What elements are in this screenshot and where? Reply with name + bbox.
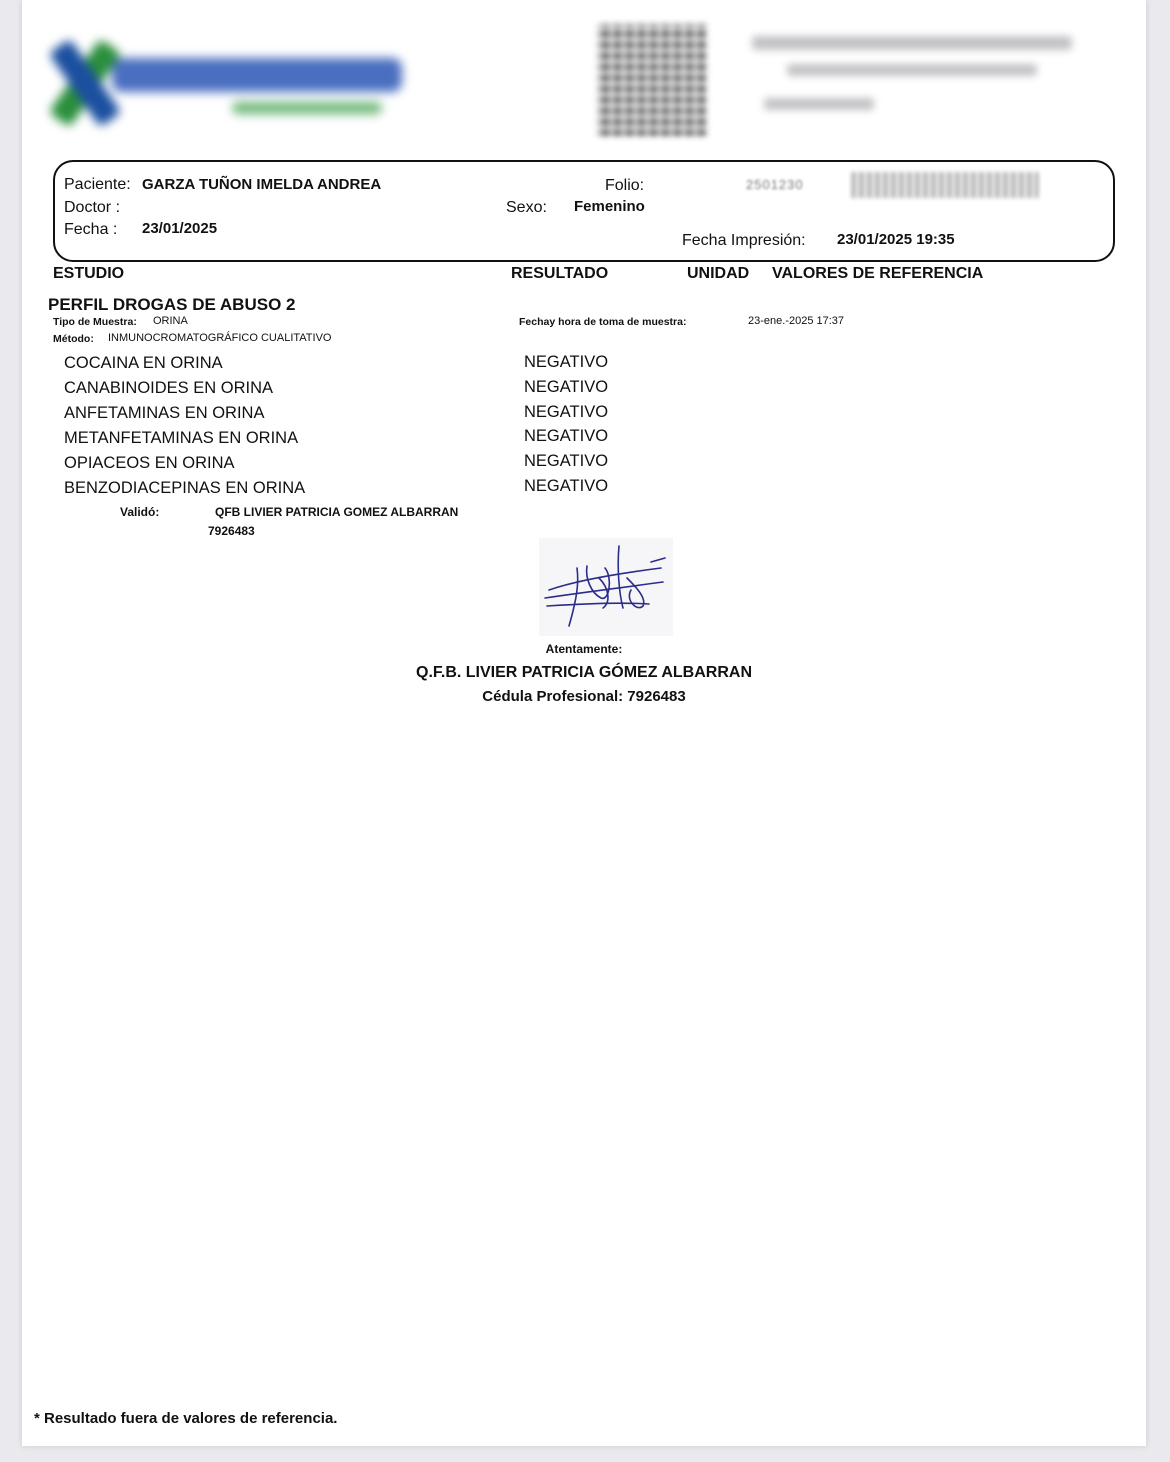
fecha-label: Fecha : [64,221,118,238]
fecha-toma-label: Fechay hora de toma de muestra: [519,316,687,328]
paciente-value: GARZA TUÑON IMELDA ANDREA [142,176,382,193]
test-name: BENZODIACEPINAS EN ORINA [64,479,306,497]
signer-name: Q.F.B. LIVIER PATRICIA GÓMEZ ALBARRAN [416,664,752,681]
footer-note: * Resultado fuera de valores de referencia. [34,1410,338,1427]
test-name: METANFETAMINAS EN ORINA [64,429,299,447]
qr-code [597,24,707,136]
sexo-value: Femenino [574,198,645,215]
test-result: NEGATIVO [524,427,609,445]
test-result: NEGATIVO [524,403,609,421]
barcode [852,172,1038,198]
test-result: NEGATIVO [524,452,609,470]
test-name: OPIACEOS EN ORINA [64,454,235,472]
test-name: CANABINOIDES EN ORINA [64,379,274,397]
column-estudio: ESTUDIO [53,265,125,282]
study-title: PERFIL DROGAS DE ABUSO 2 [48,295,296,314]
fecha-toma-value: 23-ene.-2025 17:37 [748,315,845,327]
tipo-muestra-label: Tipo de Muestra: [53,316,137,328]
sexo-label: Sexo: [506,199,547,216]
folio-value: 2501230 [746,177,804,192]
fecha-impresion-label: Fecha Impresión: [682,232,806,249]
lab-logo [52,28,412,124]
fecha-impresion-value: 23/01/2025 19:35 [837,231,955,248]
doctor-label: Doctor : [64,199,121,216]
column-valores-referencia: VALORES DE REFERENCIA [772,265,984,282]
test-result: NEGATIVO [524,353,609,371]
valido-id: 7926483 [208,524,255,538]
metodo-label: Método: [53,333,94,345]
valido-label: Validó: [120,505,160,519]
cedula-profesional: Cédula Profesional: 7926483 [482,688,686,705]
test-name: COCAINA EN ORINA [64,354,223,372]
test-name: ANFETAMINAS EN ORINA [64,404,265,422]
column-resultado: RESULTADO [511,265,609,282]
paciente-label: Paciente: [64,176,131,193]
atentamente-label: Atentamente: [545,642,623,656]
test-result: NEGATIVO [524,378,609,396]
signature-scribble [539,538,673,636]
folio-label: Folio: [605,177,645,194]
lab-report-page [22,0,1146,1446]
metodo-value: INMUNOCROMATOGRÁFICO CUALITATIVO [108,332,332,344]
signature-image [539,538,673,636]
column-unidad: UNIDAD [687,265,750,282]
valido-name: QFB LIVIER PATRICIA GOMEZ ALBARRAN [215,505,459,519]
test-result: NEGATIVO [524,477,609,495]
fecha-value: 23/01/2025 [142,220,218,237]
tipo-muestra-value: ORINA [153,315,188,327]
